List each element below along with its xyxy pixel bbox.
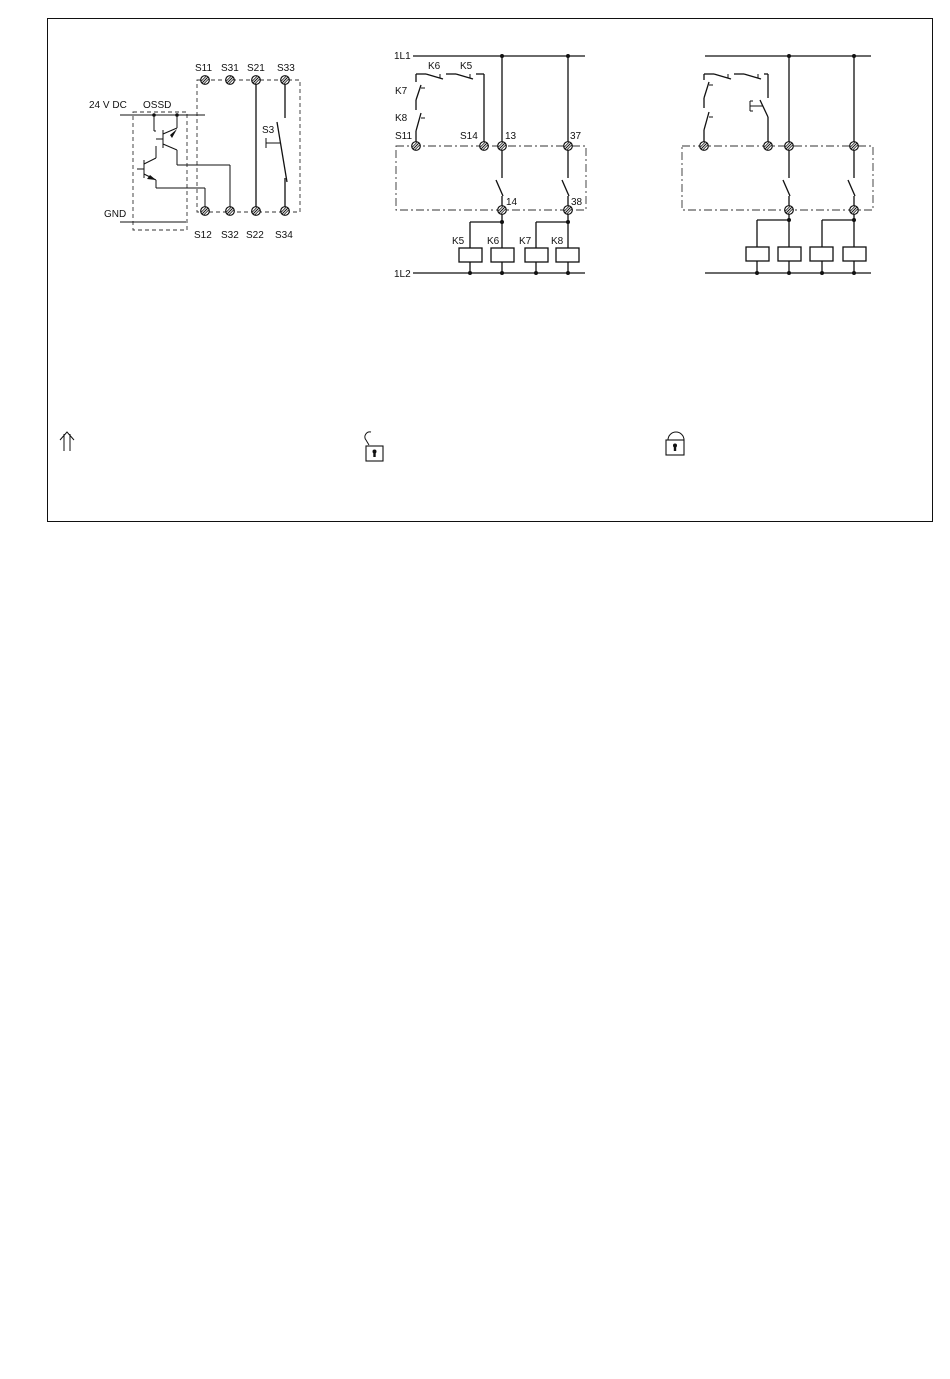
- terminal-label-s11: S11: [195, 63, 213, 74]
- rail-label-1l1: 1L1: [394, 51, 411, 62]
- terminal-label-s34: S34: [275, 230, 293, 241]
- safety-module-box: [396, 146, 586, 210]
- terminal-label-s14: S14: [460, 131, 478, 142]
- ossd-label: OSSD: [143, 100, 172, 111]
- coil-3-c: [810, 247, 833, 261]
- terminal-label-s31: S31: [221, 63, 239, 74]
- terminal-label-s32: S32: [221, 230, 239, 241]
- switch-label-s3: S3: [262, 125, 275, 136]
- diagram-border: [48, 19, 933, 522]
- coil-label-k8: K8: [551, 236, 564, 247]
- arrows-up-icon: [60, 432, 74, 451]
- diagram-ossd-wiring: [89, 63, 300, 241]
- coil-3-b: [778, 247, 801, 261]
- coil-label-k6: K6: [487, 236, 500, 247]
- terminal-label-s22: S22: [246, 230, 264, 241]
- supply-label: 24 V DC: [89, 100, 127, 111]
- terminal-label-14: 14: [506, 197, 518, 208]
- terminal-label-s33: S33: [277, 63, 295, 74]
- coil-label-k7: K7: [519, 236, 532, 247]
- rail-label-1l2: 1L2: [394, 269, 411, 280]
- contact-label-k5: K5: [460, 61, 473, 72]
- coil-k5: [459, 248, 482, 262]
- contact-label-k6: K6: [428, 61, 441, 72]
- diagram-contactor-wiring-locked: [682, 54, 873, 275]
- terminal-label-s12: S12: [194, 230, 212, 241]
- terminal-label-s11: S11: [395, 131, 413, 142]
- coil-k7: [525, 248, 548, 262]
- locked-icon: [666, 432, 684, 455]
- coil-3-a: [746, 247, 769, 261]
- gnd-label: GND: [104, 209, 127, 220]
- coil-k8: [556, 248, 579, 262]
- coil-label-k5: K5: [452, 236, 465, 247]
- terminal-label-s21: S21: [247, 63, 265, 74]
- unlocked-icon: [365, 432, 383, 461]
- terminal-label-13: 13: [505, 131, 517, 142]
- coil-k6: [491, 248, 514, 262]
- contact-label-k7: K7: [395, 86, 408, 97]
- ossd-device-box: [133, 112, 187, 230]
- contact-label-k8: K8: [395, 113, 408, 124]
- diagram-contactor-wiring: [394, 51, 586, 280]
- safety-module-box-2: [682, 146, 873, 210]
- coil-3-d: [843, 247, 866, 261]
- terminal-label-38: 38: [571, 197, 583, 208]
- terminal-label-37: 37: [570, 131, 582, 142]
